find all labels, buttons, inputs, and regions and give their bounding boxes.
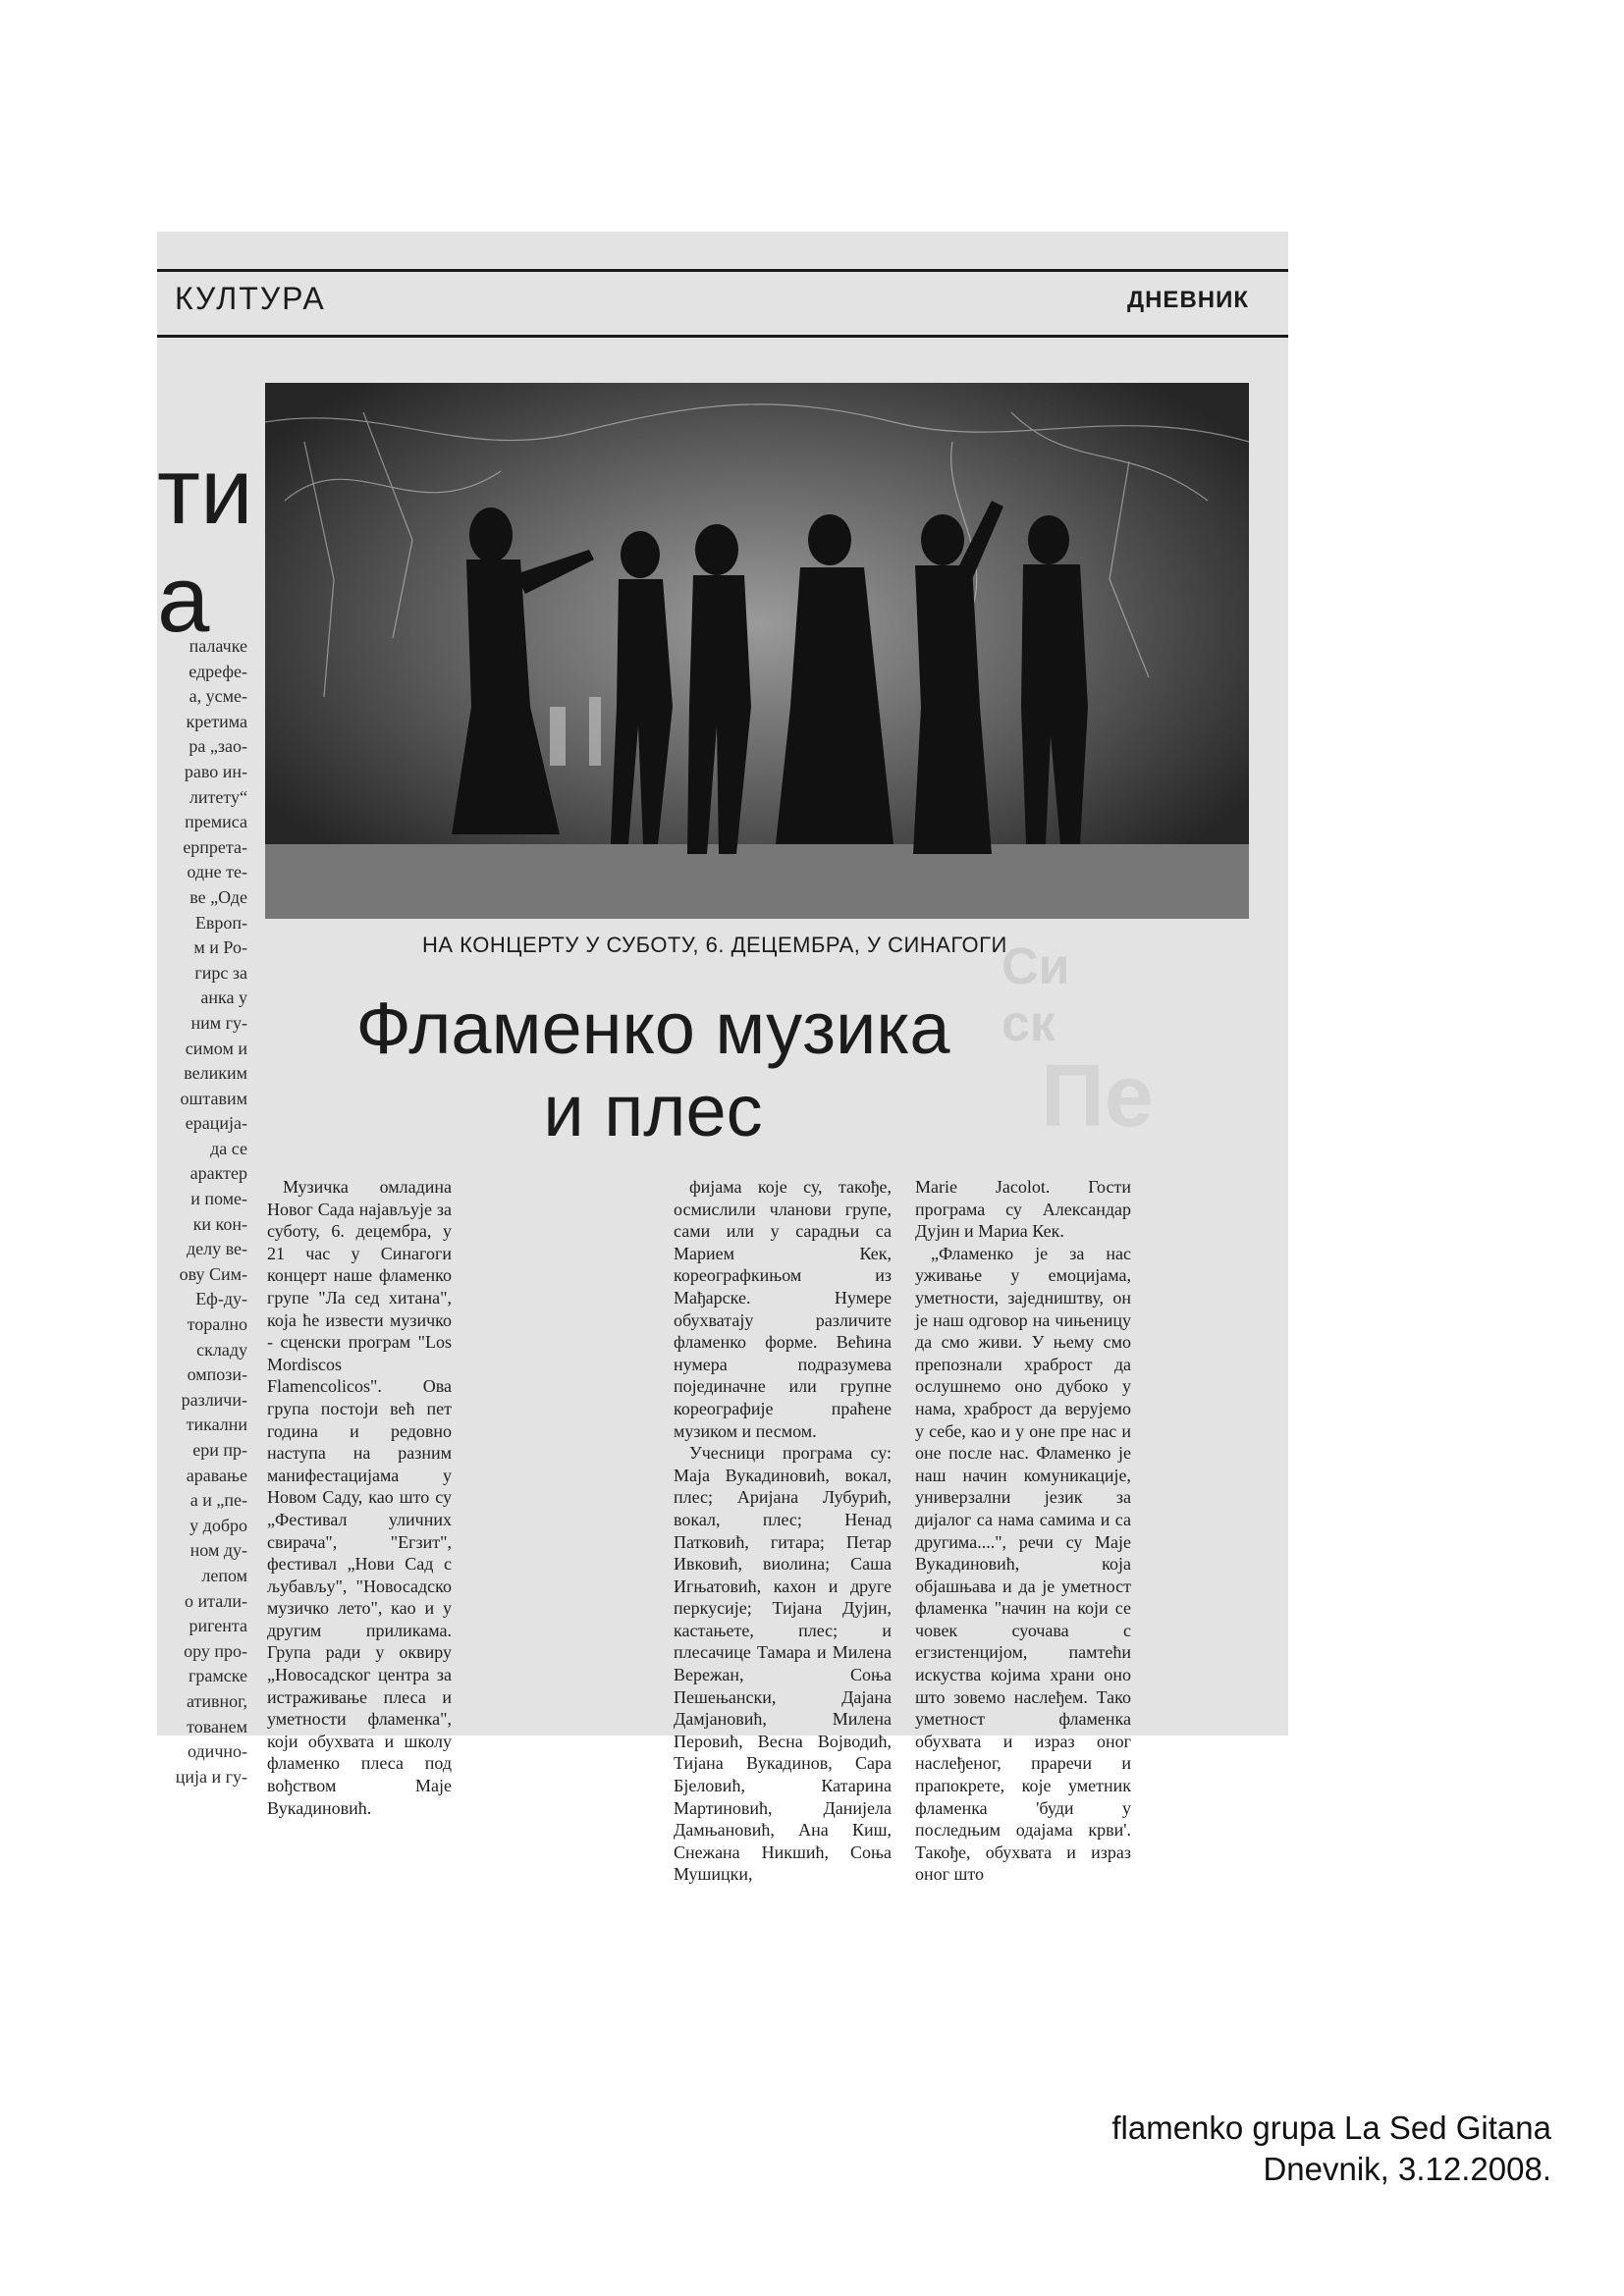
top-rule: [157, 269, 1288, 272]
paragraph: Учесници програма су: Маја Вукадиновић, вокал, плес; Аријана Лубурић, вокал, плес; Ненад Патковић, гитара; Петар Ивковић, виолина; Саша Игњатовић, кахон и друге перкусије; Тијана Дујин, кастањете, плес; и плесачице Тамара и Милена Вережан, Соња Пешењански, Дајана Дамјановић, Милена Перовић, Весна Војводић, Тијана Вукадинов, Сара Бјеловић, Катарина Мартиновић, Данијела Дамњановић, Ана Киш, Снежана Никшић, Соња Мушицки,: [674, 1443, 892, 1885]
article-column-4: [915, 1176, 1131, 1885]
adjacent-column-line: литету“: [189, 786, 247, 807]
article-column-3: [674, 1176, 892, 1885]
adjacent-column-line: ном ду-: [189, 1540, 247, 1561]
adjacent-column-line: грамске: [188, 1666, 247, 1686]
adjacent-column-line: а, усме-: [189, 686, 247, 707]
adjacent-column-line: ригента: [189, 1616, 247, 1636]
adjacent-column-line: и поме-: [190, 1189, 247, 1209]
paragraph: фијама које су, такође, осмислили чланови групе, сами или у сарадњи са Марием Кек, кореографкињом из Мађарске. Нумере обухватају различите фламенко форме. Већина нумера подразумева појединачне или групне кореографије праћене музиком и песмом.: [674, 1177, 892, 1441]
adjacent-column-line: различи-: [181, 1389, 247, 1410]
adjacent-column-line: ки кон-: [192, 1213, 247, 1234]
adjacent-column-line: тикални: [186, 1415, 247, 1435]
section-header: КУЛТУРА: [175, 281, 326, 316]
adjacent-column-line: анка у: [200, 988, 247, 1008]
adjacent-column-line: ција и гу-: [175, 1766, 247, 1787]
group-name: La Sed Gitana: [1344, 2109, 1551, 2146]
adjacent-column-line: гирс за: [194, 962, 247, 983]
article-column-1: [267, 1176, 452, 1818]
adjacent-column-line: о итали-: [185, 1590, 247, 1611]
adjacent-column-line: м и Ро-: [193, 937, 247, 958]
adjacent-column-line: омпози-: [187, 1364, 247, 1385]
headline-line-2: и плес: [543, 1070, 763, 1151]
headline-line-1: Фламенко музика: [355, 988, 950, 1069]
adjacent-column-line: а и „пе-: [189, 1490, 247, 1511]
source-note-line-2: Dnevnik, 3.12.2008.: [1263, 2151, 1551, 2187]
bleed-through-large: Пе: [1041, 1047, 1154, 1146]
adjacent-column-line: арактер: [189, 1163, 247, 1184]
adjacent-column-line: палачке: [189, 636, 247, 656]
adjacent-column-line: да се: [210, 1138, 247, 1158]
adjacent-column-line: Европ-: [194, 912, 247, 933]
adjacent-column-line: одично-: [188, 1741, 247, 1762]
photo-illustration: [265, 383, 1249, 919]
adjacent-column-line: делу ве-: [186, 1239, 247, 1259]
adjacent-column-line: лепом: [201, 1565, 247, 1585]
adjacent-headline-fragment: [157, 438, 253, 654]
adjacent-column-line: одне те-: [187, 862, 247, 882]
adjacent-column-line: ери пр-: [192, 1440, 247, 1460]
adjacent-column-line: ерпрета-: [183, 836, 247, 857]
adjacent-column-line: раво ин-: [184, 761, 247, 781]
article-headline: [265, 988, 1041, 1152]
adjacent-column-line: ативног,: [186, 1690, 247, 1711]
fragment-line: ти: [157, 439, 253, 544]
adjacent-column-line: ерација-: [185, 1113, 247, 1134]
adjacent-column-line: аравање: [186, 1465, 247, 1485]
adjacent-article-column: [157, 634, 247, 1789]
newspaper-clipping: [157, 232, 1288, 1885]
ghost-line: Си: [1001, 938, 1070, 995]
bottom-rule: [157, 335, 1288, 338]
source-note-line-1: [1041, 2108, 1551, 2149]
flamenco-photo: [265, 383, 1249, 919]
adjacent-column-line: премиса: [185, 812, 247, 832]
adjacent-column-line: торално: [187, 1314, 247, 1335]
adjacent-column-line: складу: [196, 1339, 247, 1360]
adjacent-column-line: едрефе-: [189, 661, 247, 681]
adjacent-column-line: симом и: [185, 1038, 247, 1058]
paragraph: „Фламенко је за нас уживање у емоцијама, уметности, заједништву, он је наш одговор на чињеницу да смо живи. У њему смо препознали храброст да ослушнемо оно дубоко у нама, храброст да верујемо у себе, као и у оне пре нас и оне после нас. Фламенко је наш начин комуникације, универзални језик за дијалог са нама самима и са другима....", речи су Маје Вукадиновић, која објашњава и да је уметност фламенка "начин на који се човек суочава с егзистенцијом, памтећи искуства којима храни оно што зовемо наслеђем. Тако уметност фламенка обухвата и израз оног наслеђеног, праречи и прапокрете, које уметник фламенка 'буди у последњим одајама крви'. Такође, обухвата и израз оног што: [915, 1243, 1131, 1885]
photo-caption: НА КОНЦЕРТУ У СУБОТУ, 6. ДЕЦЕМБРА, У СИНАГОГИ: [422, 933, 1007, 957]
adjacent-column-line: ра „зао-: [189, 736, 247, 757]
newspaper-name: ДНЕВНИК: [1127, 287, 1249, 313]
adjacent-column-line: оштавим: [180, 1088, 247, 1108]
note-prefix: flamenko grupa: [1111, 2109, 1344, 2146]
adjacent-column-line: ве „Оде: [189, 886, 247, 907]
adjacent-column-line: великим: [184, 1063, 247, 1084]
adjacent-column-line: ним гу-: [190, 1012, 247, 1033]
adjacent-column-line: ору про-: [184, 1640, 247, 1661]
adjacent-column-line: Еф-ду-: [195, 1289, 247, 1309]
adjacent-column-line: ову Сим-: [179, 1263, 247, 1284]
ghost-line: ск: [1001, 995, 1056, 1052]
fragment-line: а: [157, 547, 210, 652]
paragraph: Marie Jacolot. Гости програма су Александар Дујин и Мариа Кек.: [915, 1177, 1131, 1242]
paragraph: Музичка омладина Новог Сада најављује за суботу, 6. децембра, у 21 час у Синагоги концерт наше фламенко групе "Ла сед хитана", која ће извести музичко - сценски програм "Los Mordiscos Flamencolicos". Ова група постоји већ пет година и редовно наступа на разним манифестацијама у Новом Саду, као што су „Фестивал уличних свирача", "Егзит", фестивал „Нови Сад с љубављу", "Новосадско музичко лето", као и у другим приликама. Група ради у оквиру „Новосадског центра за истраживање плеса и уметности фламенка", који обухвата и школу фламенко плеса под вођством Маје Вукадиновић.: [267, 1177, 452, 1818]
adjacent-column-line: у добро: [189, 1515, 247, 1535]
adjacent-column-line: кретима: [186, 711, 247, 731]
adjacent-column-line: тованем: [187, 1716, 247, 1736]
